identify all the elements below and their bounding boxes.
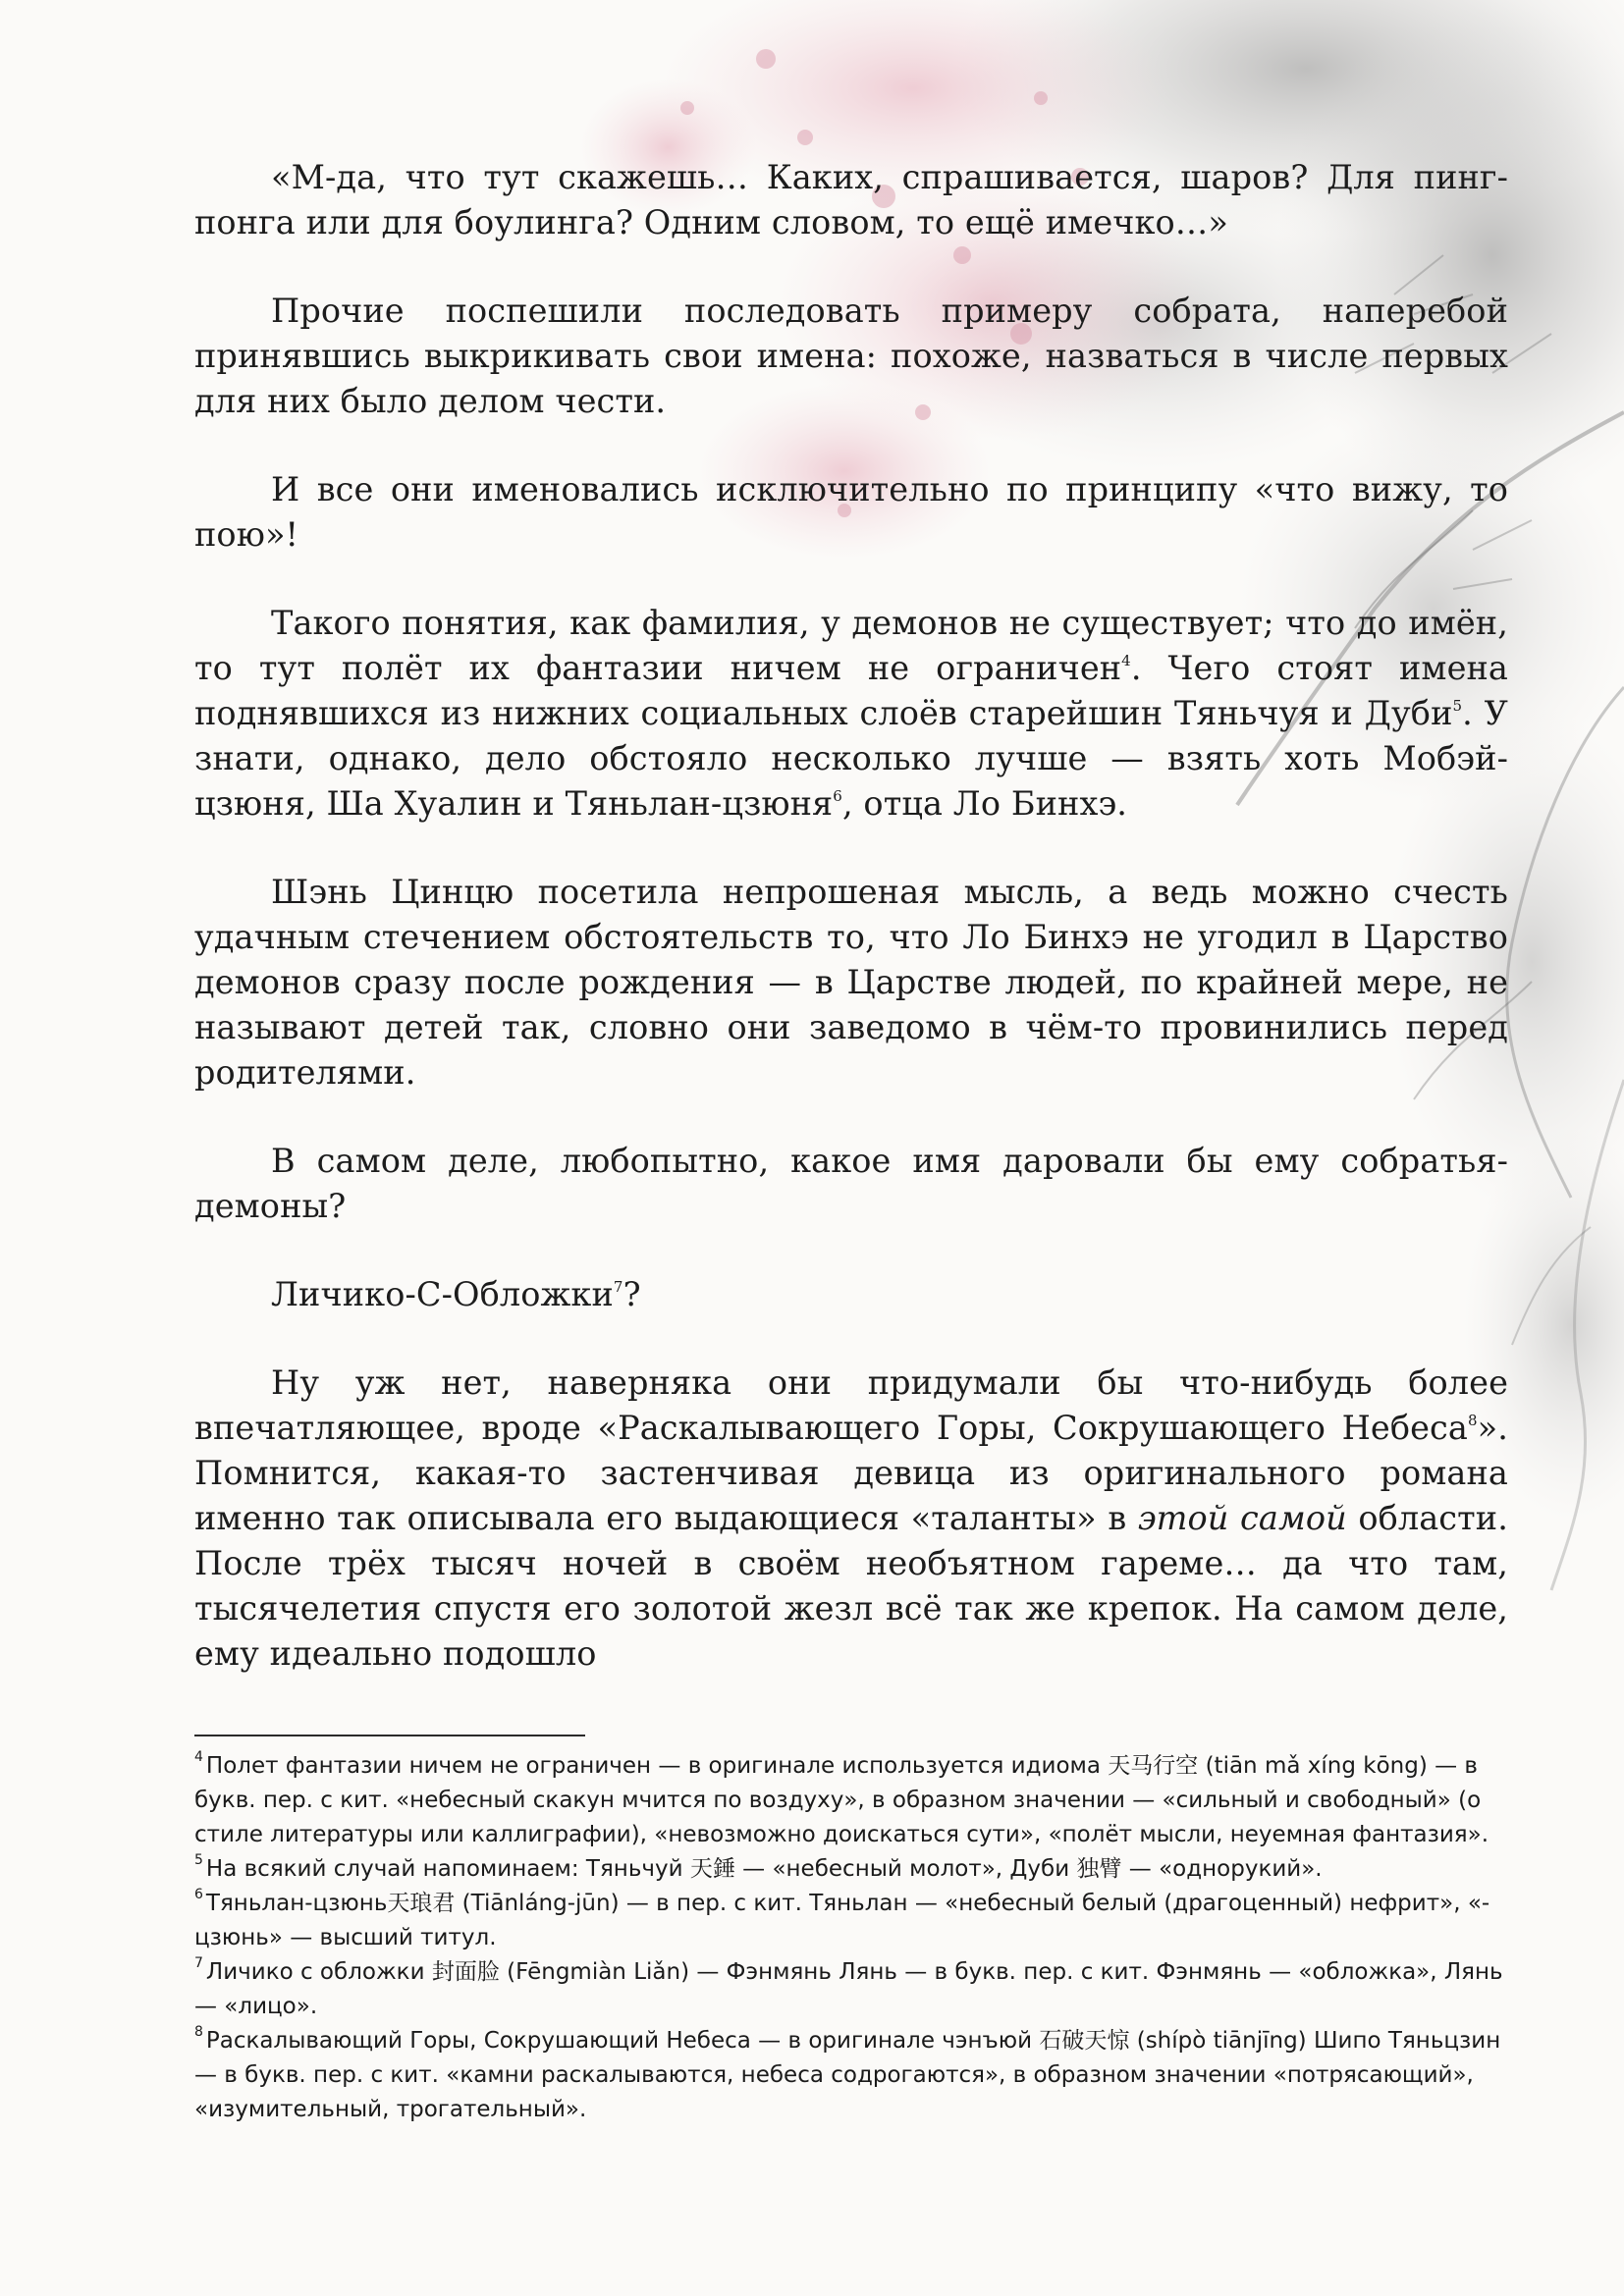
text-run: ?	[623, 1275, 641, 1313]
text-run: В самом деле, любопытно, какое имя даровали бы ему собратья-демоны?	[194, 1142, 1508, 1225]
footnote	[194, 1887, 1508, 1955]
text-run: «М-да, что тут скажешь… Каких, спрашивается, шаров? Для пинг-понга или для боулинга? Одним словом, то ещё имечко…»	[194, 158, 1508, 241]
footnote-number: 6	[194, 1887, 203, 1903]
text-run: Шэнь Цинцю посетила непрошеная мысль, а ведь можно счесть удачным стечением обстоятельств то, что Ло Бинхэ не угодил в Царство демонов сразу после рождения — в Царстве людей, по крайней мере, не называют детей так, словно они заведомо в чём-то провинились перед родителями.	[194, 873, 1508, 1092]
paragraph	[194, 1272, 1508, 1317]
footnote	[194, 1852, 1508, 1887]
text-run: Ну уж нет, наверняка они придумали бы что-нибудь более впечатляющее, вроде «Раскалывающего Горы, Сокрушающего Небеса	[194, 1363, 1508, 1447]
footnote-text: Раскалывающий Горы, Сокрушающий Небеса — в оригинале чэнъюй 石破天惊 (shípò tiānjīng) Шипо Тяньцзин — в букв. пер. с кит. «камни раскалываются, небеса содрогаются», в образном значении «потрясающий», «изумительный, трогательный».	[194, 2028, 1501, 2122]
footnote-ref: 8	[1467, 1411, 1478, 1429]
footnote-ref: 5	[1452, 696, 1463, 715]
footnote	[194, 1749, 1508, 1852]
footnote-number: 4	[194, 1749, 203, 1766]
paragraph	[194, 1361, 1508, 1677]
footnote-separator	[194, 1735, 585, 1736]
paragraph	[194, 1139, 1508, 1229]
footnote-text: Полет фантазии ничем не ограничен — в оригинале используется идиома 天马行空 (tiān mǎ xíng kōng) — в букв. пер. с кит. «небесный скакун мчится по воздуху», в образном значении — «сильный и свободный» (о стиле литературы или каллиграфии), «невозможно доискаться сути», «полёт мысли, неуемная фантазия».	[194, 1753, 1489, 1847]
text-run: ». Помнится, какая-то застенчивая девица из оригинального романа именно так описывала его выдающиеся «таланты» в	[194, 1409, 1508, 1537]
footnote-text: На всякий случай напоминаем: Тяньчуй 天錘 — «небесный молот», Дуби 独臂 — «однорукий».	[205, 1856, 1323, 1882]
text-run: Такого понятия, как фамилия, у демонов не существует; что до имён, то тут полёт их фантазии ничем не ограничен	[194, 604, 1508, 687]
text-run: . Чего стоят имена поднявшихся из нижних социальных слоёв старейшин Тяньчуя и Дуби	[194, 649, 1508, 732]
footnote-number: 5	[194, 1852, 203, 1869]
paragraph	[194, 155, 1508, 245]
footnote-text: Личико с обложки 封面脸 (Fēngmiàn Liǎn) — Фэнмянь Лянь — в букв. пер. с кит. Фэнмянь — «обложка», Лянь — «лицо».	[194, 1959, 1503, 2019]
footnote	[194, 1955, 1508, 2024]
footnote	[194, 2024, 1508, 2127]
paragraph	[194, 467, 1508, 558]
footnote-number: 8	[194, 2024, 203, 2041]
text-run: , отца Ло Бинхэ.	[841, 784, 1128, 823]
text-run: Личико-С-Обложки	[271, 1275, 614, 1313]
footnote-text: Тяньлан-цзюнь天琅君 (Tiānláng-jūn) — в пер. с кит. Тяньлан — «небесный белый (драгоценный) нефрит», «-цзюнь» — высший титул.	[194, 1891, 1490, 1950]
footnote-ref: 4	[1121, 651, 1131, 669]
text-run: Прочие поспешили последовать примеру собрата, наперебой принявшись выкрикивать свои имена: похоже, назваться в числе первых для них было делом чести.	[194, 292, 1508, 420]
text-run: области. После трёх тысяч ночей в своём необъятном гареме… да что там, тысячелетия спустя его золотой жезл всё так же крепок. На самом деле, ему идеально подошло	[194, 1499, 1508, 1673]
paragraph	[194, 289, 1508, 424]
paragraph	[194, 601, 1508, 827]
footnote-number: 7	[194, 1955, 203, 1972]
paragraph	[194, 870, 1508, 1095]
footnotes	[194, 1749, 1508, 2127]
emphasis-text: этой самой	[1137, 1499, 1347, 1537]
footnote-ref: 7	[613, 1277, 623, 1296]
main-text	[194, 155, 1508, 1720]
text-run: И все они именовались исключительно по принципу «что вижу, то пою»!	[194, 470, 1508, 554]
text-run: . У знати, однако, дело обстояло несколько лучше — взять хоть Мобэй-цзюня, Ша Хуалин и Тяньлан-цзюня	[194, 694, 1508, 823]
footnote-ref: 6	[833, 786, 842, 805]
